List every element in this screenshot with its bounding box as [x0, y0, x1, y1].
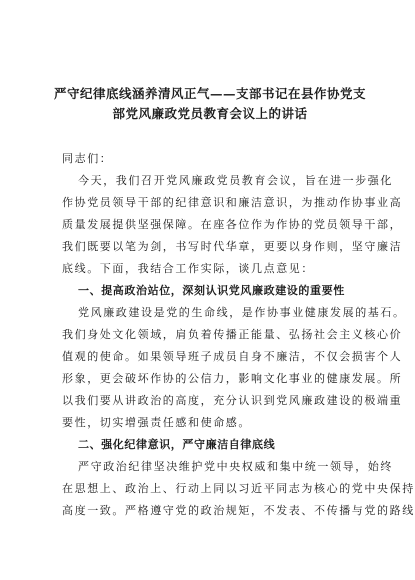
greeting: 同志们：	[62, 152, 113, 165]
paragraph-3-line: 高度一致。严格遵守党的政治规矩，不发表、不传播与党的路线	[62, 504, 415, 517]
paragraph-2-line: 形象，更会破坏作协的公信力，影响文化事业的健康发展。所	[62, 372, 403, 385]
paragraph-1-line: 我们既要以笔为剑，书写时代华章，更要以身作则，坚守廉洁	[62, 240, 403, 253]
document-title-line-2: 部党风廉政党员教育会议上的讲话	[112, 106, 308, 121]
section-heading-2: 二、强化纪律意识，严守廉洁自律底线	[78, 438, 276, 451]
paragraph-1-line: 质量发展提供坚强保障。在座各位作为作协的党员领导干部，	[62, 218, 403, 231]
paragraph-2-line: 值观的使命。如果领导班子成员自身不廉洁，不仅会损害个人	[62, 350, 403, 363]
document-title-line-1: 严守纪律底线涵养清风正气——支部书记在县作协党支	[53, 86, 366, 101]
paragraph-3-line: 在思想上、政治上、行动上同以习近平同志为核心的党中央保持	[62, 482, 415, 495]
paragraph-2-line: 以我们要从讲政治的高度，充分认识到党风廉政建设的极端重	[62, 394, 403, 407]
paragraph-2-line: 要性，切实增强责任感和使命感。	[62, 416, 251, 429]
paragraph-1-line: 作协党员领导干部的纪律意识和廉洁意识，为推动作协事业高	[62, 196, 403, 209]
paragraph-2-line: 党风廉政建设是党的生命线，是作协事业健康发展的基石。	[78, 306, 406, 319]
paragraph-1-line: 今天，我们召开党风廉政党员教育会议，旨在进一步强化	[78, 174, 393, 187]
paragraph-3-line: 严守政治纪律坚决维护党中央权威和集中统一领导，始终	[78, 460, 393, 473]
paragraph-2-line: 我们身处文化领域，肩负着传播正能量、弘扬社会主义核心价	[62, 328, 403, 341]
section-heading-1: 一、提高政治站位，深刻认识党风廉政建设的重要性	[78, 284, 345, 297]
paragraph-1-line: 底线。下面，我结合工作实际，谈几点意见：	[62, 262, 314, 275]
